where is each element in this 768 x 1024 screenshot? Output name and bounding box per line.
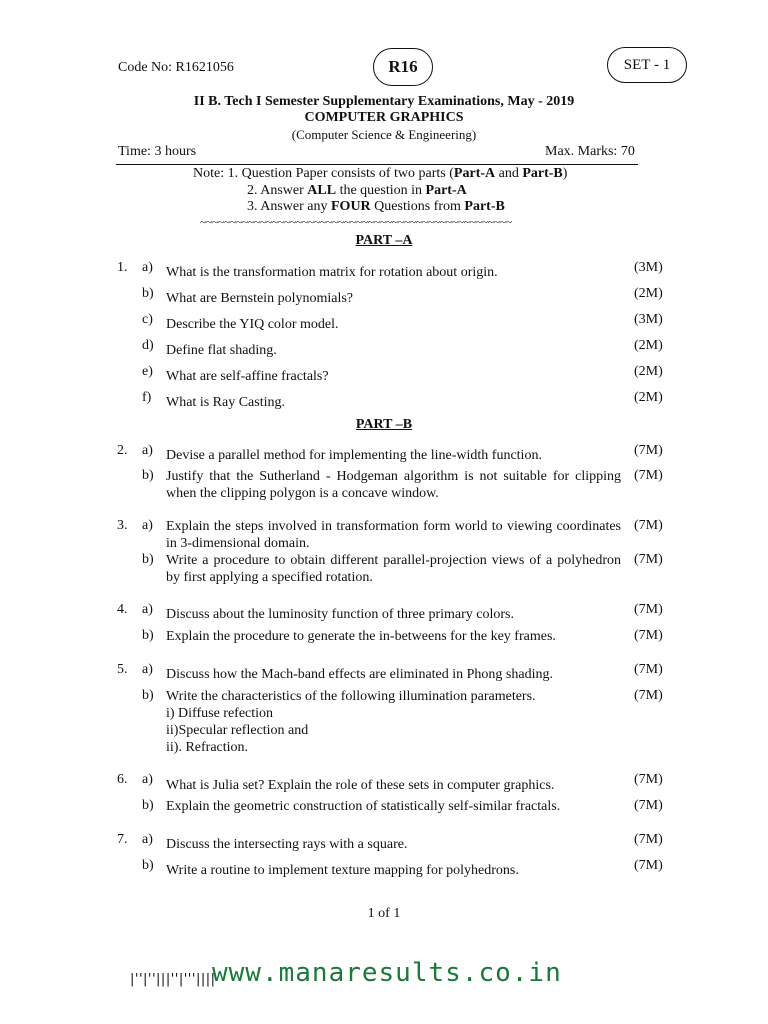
question-text: Define flat shading. — [166, 343, 277, 358]
question-number: 3. — [117, 518, 128, 533]
question-number: 4. — [117, 602, 128, 617]
question-text: What is Ray Casting. — [166, 395, 285, 410]
question-marks: (7M) — [634, 662, 663, 677]
question-number: 7. — [117, 832, 128, 847]
question-letter: b) — [142, 552, 154, 567]
question-letter: b) — [142, 286, 154, 301]
note-line-3: 3. Answer any FOUR Questions from Part-B — [247, 199, 505, 214]
exam-time: Time: 3 hours — [118, 144, 197, 159]
question-number: 5. — [117, 662, 128, 677]
question-marks: (7M) — [634, 798, 663, 813]
regulation-label: R16 — [388, 57, 418, 76]
question-number: 2. — [117, 443, 128, 458]
question-text: Describe the YIQ color model. — [166, 317, 339, 332]
separator-line: ~~~~~~~~~~~~~~~~~~~~~~~~~~~~~~~~~~~~~~~~~~~~~~~~~~~~ — [200, 215, 512, 229]
question-text-main: Write the characteristics of the following illumination parameters. — [166, 689, 536, 704]
question-marks: (7M) — [634, 832, 663, 847]
question-marks: (3M) — [634, 260, 663, 275]
question-letter: c) — [142, 312, 153, 327]
question-marks: (7M) — [634, 518, 663, 533]
max-marks: Max. Marks: 70 — [545, 144, 635, 159]
question-marks: (2M) — [634, 390, 663, 405]
question-marks: (7M) — [634, 858, 663, 873]
instructions-note — [193, 166, 567, 216]
barcode-text: |''|''|||''|'''|||| — [130, 972, 216, 987]
question-letter: b) — [142, 468, 154, 483]
subject-title: COMPUTER GRAPHICS — [304, 110, 464, 125]
question-text: Discuss the intersecting rays with a square. — [166, 837, 408, 852]
question-marks: (2M) — [634, 338, 663, 353]
question-marks: (7M) — [634, 628, 663, 643]
question-letter: a) — [142, 832, 153, 847]
note-line-1: Note: 1. Question Paper consists of two parts (Part-A and Part-B) — [193, 166, 568, 181]
question-marks: (7M) — [634, 468, 663, 483]
question-text: Explain the geometric construction of statistically self-similar fractals. — [166, 799, 561, 814]
question-letter: a) — [142, 662, 153, 677]
question-letter: a) — [142, 772, 153, 787]
question-marks: (7M) — [634, 688, 663, 703]
question-letter: b) — [142, 688, 154, 703]
question-text: What is Julia set? Explain the role of these sets in computer graphics. — [166, 778, 555, 793]
question-text: What is the transformation matrix for rotation about origin. — [166, 265, 498, 280]
question-letter: a) — [142, 260, 153, 275]
branch-title: (Computer Science & Engineering) — [291, 127, 477, 142]
question-letter: a) — [142, 443, 153, 458]
question-letter: b) — [142, 798, 154, 813]
sub-item: ii). Refraction. — [166, 740, 249, 755]
part-a-heading: PART –A — [355, 233, 413, 248]
page-number: 1 of 1 — [367, 906, 401, 921]
question-letter: f) — [142, 390, 152, 405]
question-text: What are self-affine fractals? — [166, 369, 329, 384]
question-text: Write a procedure to obtain different parallel-projection views of a polyhedron by first applying a specified rotation. — [166, 553, 621, 585]
question-text: Write a routine to implement texture mapping for polyhedrons. — [166, 863, 519, 878]
question-text: What are Bernstein polynomials? — [166, 291, 353, 306]
part-b-heading: PART –B — [355, 417, 413, 432]
question-text: Devise a parallel method for implementing the line-width function. — [166, 448, 542, 463]
question-text: Justify that the Sutherland - Hodgeman algorithm is not suitable for clipping when the clipping polygon is a concave window. — [166, 469, 621, 501]
set-badge — [607, 47, 687, 83]
question-letter: d) — [142, 338, 154, 353]
question-marks: (2M) — [634, 286, 663, 301]
sub-item: ii)Specular reflection and — [166, 723, 309, 738]
question-marks: (7M) — [634, 552, 663, 567]
question-text: Explain the steps involved in transformation form world to viewing coordinates in 3-dimensional domain. — [166, 519, 621, 551]
question-letter: e) — [142, 364, 153, 379]
question-marks: (7M) — [634, 602, 663, 617]
question-letter: b) — [142, 858, 154, 873]
question-text: Discuss how the Mach-band effects are eliminated in Phong shading. — [166, 667, 553, 682]
question-marks: (2M) — [634, 364, 663, 379]
question-marks: (3M) — [634, 312, 663, 327]
question-letter: b) — [142, 628, 154, 643]
question-number: 1. — [117, 260, 128, 275]
sub-item: i) Diffuse refection — [166, 706, 274, 721]
question-letter: a) — [142, 518, 153, 533]
header-divider — [116, 164, 638, 165]
website-link[interactable]: www.manaresults.co.in — [212, 958, 562, 988]
question-text — [166, 688, 621, 756]
exam-title: II B. Tech I Semester Supplementary Examinations, May - 2019 — [193, 94, 575, 109]
regulation-badge — [373, 48, 433, 86]
set-label: SET - 1 — [623, 56, 671, 73]
question-marks: (7M) — [634, 443, 663, 458]
note-line-2: 2. Answer ALL the question in Part-A — [247, 182, 467, 198]
question-letter: a) — [142, 602, 153, 617]
question-text: Explain the procedure to generate the in-betweens for the key frames. — [166, 629, 556, 644]
question-number: 6. — [117, 772, 128, 787]
question-text: Discuss about the luminosity function of three primary colors. — [166, 607, 514, 622]
code-number: Code No: R1621056 — [118, 60, 234, 75]
question-marks: (7M) — [634, 772, 663, 787]
